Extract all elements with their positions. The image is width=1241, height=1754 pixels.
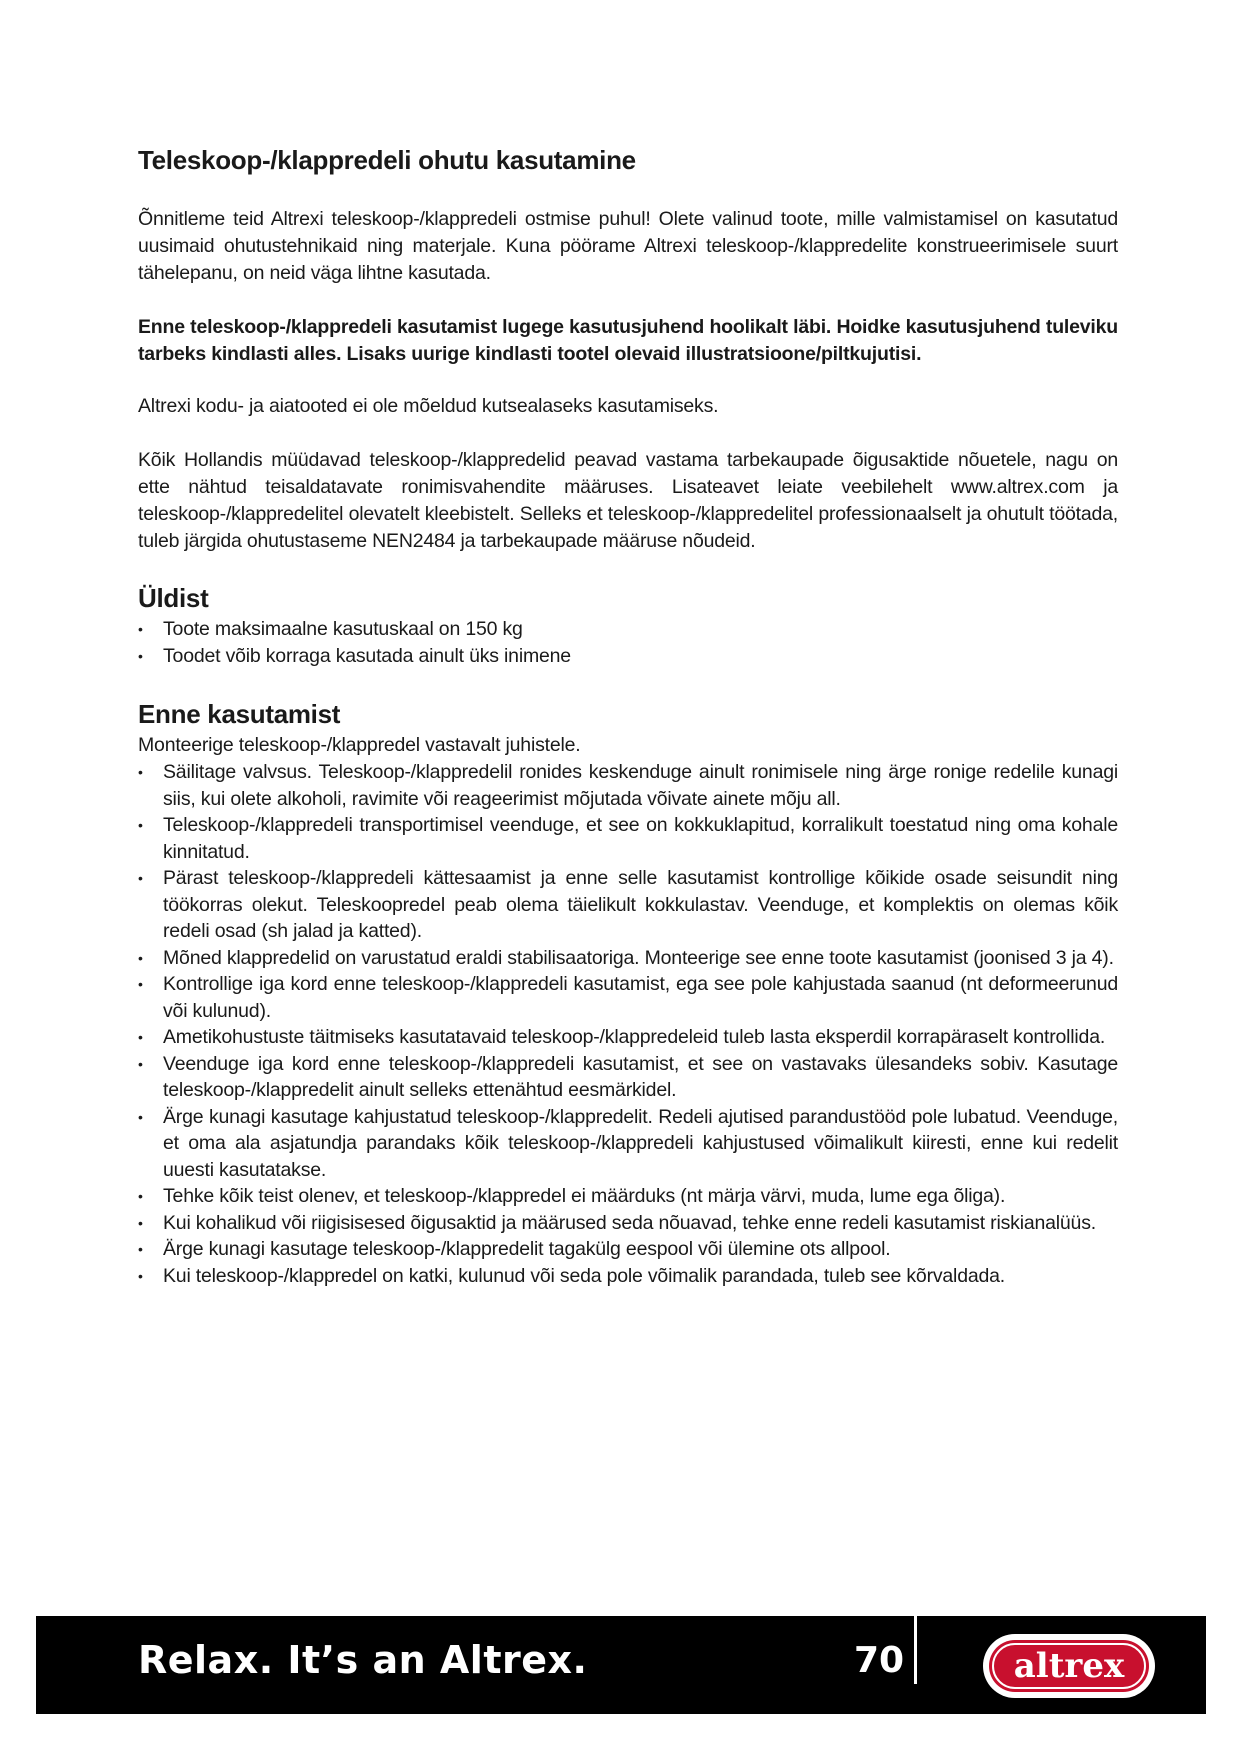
list-item: • Mõned klappredelid on varustatud eraldi stabilisaatoriga. Monteerige see enne toote kasutamist (joonised 3 ja 4). [138, 945, 1118, 972]
before-use-intro: Monteerige teleskoop-/klappredel vastavalt juhistele. [138, 734, 581, 756]
before-use-section [138, 699, 1118, 1289]
page-number: 70 [854, 1640, 905, 1681]
list-item: • Ametikohustuste täitmiseks kasutatavaid teleskoop-/klappredeleid tuleb lasta eksperdil korrapäraselt kontrollida. [138, 1024, 1118, 1051]
footer-divider [914, 1616, 917, 1684]
footer-slogan: Relax. It’s an Altrex. [138, 1638, 588, 1682]
footer-bar [36, 1616, 1206, 1714]
list-item: • Teleskoop-/klappredeli transportimisel veenduge, et see on kokkuklapitud, korralikult toestatud ning oma kohale kinnitatud. [138, 812, 1118, 865]
list-item: • Säilitage valvsus. Teleskoop-/klappredelil ronides keskenduge ainult ronimisele ning ärge ronige redelile kunagi siis, kui olete alkoholi, ravimite või reageerimist mõjutada võivate ainete mõju all. [138, 759, 1118, 812]
before-use-list [138, 759, 1118, 1289]
list-item: • Ärge kunagi kasutage teleskoop-/klappredelit tagakülg eespool või ülemine ots allpool. [138, 1236, 1118, 1263]
list-item: • Kui kohalikud või riigisisesed õigusaktid ja määrused seda nõuavad, tehke enne redeli kasutamist riskianalüüs. [138, 1210, 1118, 1237]
before-use-heading: Enne kasutamist [138, 699, 341, 729]
list-item: • Toodet võib korraga kasutada ainult üks inimene [138, 643, 1118, 670]
list-item: • Pärast teleskoop-/klappredeli kättesaamist ja enne selle kasutamist kontrollige kõikide osade seisundit ning töökorras olekut. Teleskoopredel peab olema täielikult kokkulastav. Veenduge, et komplektis on olemas kõik redeli osad (sh jalad ja katted). [138, 865, 1118, 945]
list-item: • Kontrollige iga kord enne teleskoop-/klappredeli kasutamist, ega see pole kahjustada saanud (nt deformeerunud või kulunud). [138, 971, 1118, 1024]
list-item: • Veenduge iga kord enne teleskoop-/klappredeli kasutamist, et see on vastavaks ülesandeks sobiv. Kasutage teleskoop-/klappredelit ainult selleks ettenähtud eesmärkidel. [138, 1051, 1118, 1104]
legal-paragraph: Kõik Hollandis müüdavad teleskoop-/klappredelid peavad vastama tarbekaupade õigusaktide nõuetele, nagu on ette nähtud teisaldatavate ronimisvahendite määruses. Lisateavet leiate veebilehelt www.altrex.com ja teleskoop-/klappredelitel olevatelt kleebistelt. Selleks et teleskoop-/klappredelitel professionaalselt ja ohutult töötada, tuleb järgida ohutustaseme NEN2484 ja tarbekaupade määruse nõudeid. [138, 449, 1118, 552]
list-item: • Ärge kunagi kasutage kahjustatud teleskoop-/klappredelit. Redeli ajutised parandustööd pole lubatud. Veenduge, et oma ala asjatundja parandaks kõik teleskoop-/klappredeli kahjustused võimalikult kiiresti, enne kui redelit uuesti kasutatakse. [138, 1104, 1118, 1184]
intro-paragraph: Õnnitleme teid Altrexi teleskoop-/klappredeli ostmise puhul! Olete valinud toote, mille valmistamisel on kasutatud uusimaid ohutustehnikaid ning materjale. Kuna pöörame Altrexi teleskoop-/klappredelite konstrueerimisele suurt tähelepanu, on neid väga lihtne kasutada. [138, 208, 1118, 284]
list-item: • Toote maksimaalne kasutuskaal on 150 kg [138, 616, 1118, 643]
document-content [138, 145, 1118, 1289]
general-section [138, 583, 1118, 669]
list-item: • Tehke kõik teist olenev, et teleskoop-/klappredel ei määrduks (nt märja värvi, muda, lume ega õliga). [138, 1183, 1118, 1210]
altrex-logo [980, 1628, 1158, 1704]
warning-paragraph: Enne teleskoop-/klappredeli kasutamist lugege kasutusjuhend hoolikalt läbi. Hoidke kasutusjuhend tuleviku tarbeks kindlasti alles. Lisaks uurige kindlasti tootel olevaid illustratsioone/piltkujutisi. [138, 316, 1118, 365]
page-title: Teleskoop-/klappredeli ohutu kasutamine [138, 145, 636, 175]
logo-text: altrex [1013, 1646, 1125, 1686]
general-heading: Üldist [138, 583, 209, 613]
list-item: • Kui teleskoop-/klappredel on katki, kulunud või seda pole võimalik parandada, tuleb see kõrvaldada. [138, 1263, 1118, 1290]
general-list [138, 616, 1118, 669]
home-notice-paragraph: Altrexi kodu- ja aiatooted ei ole mõeldud kutsealaseks kasutamiseks. [138, 395, 719, 417]
